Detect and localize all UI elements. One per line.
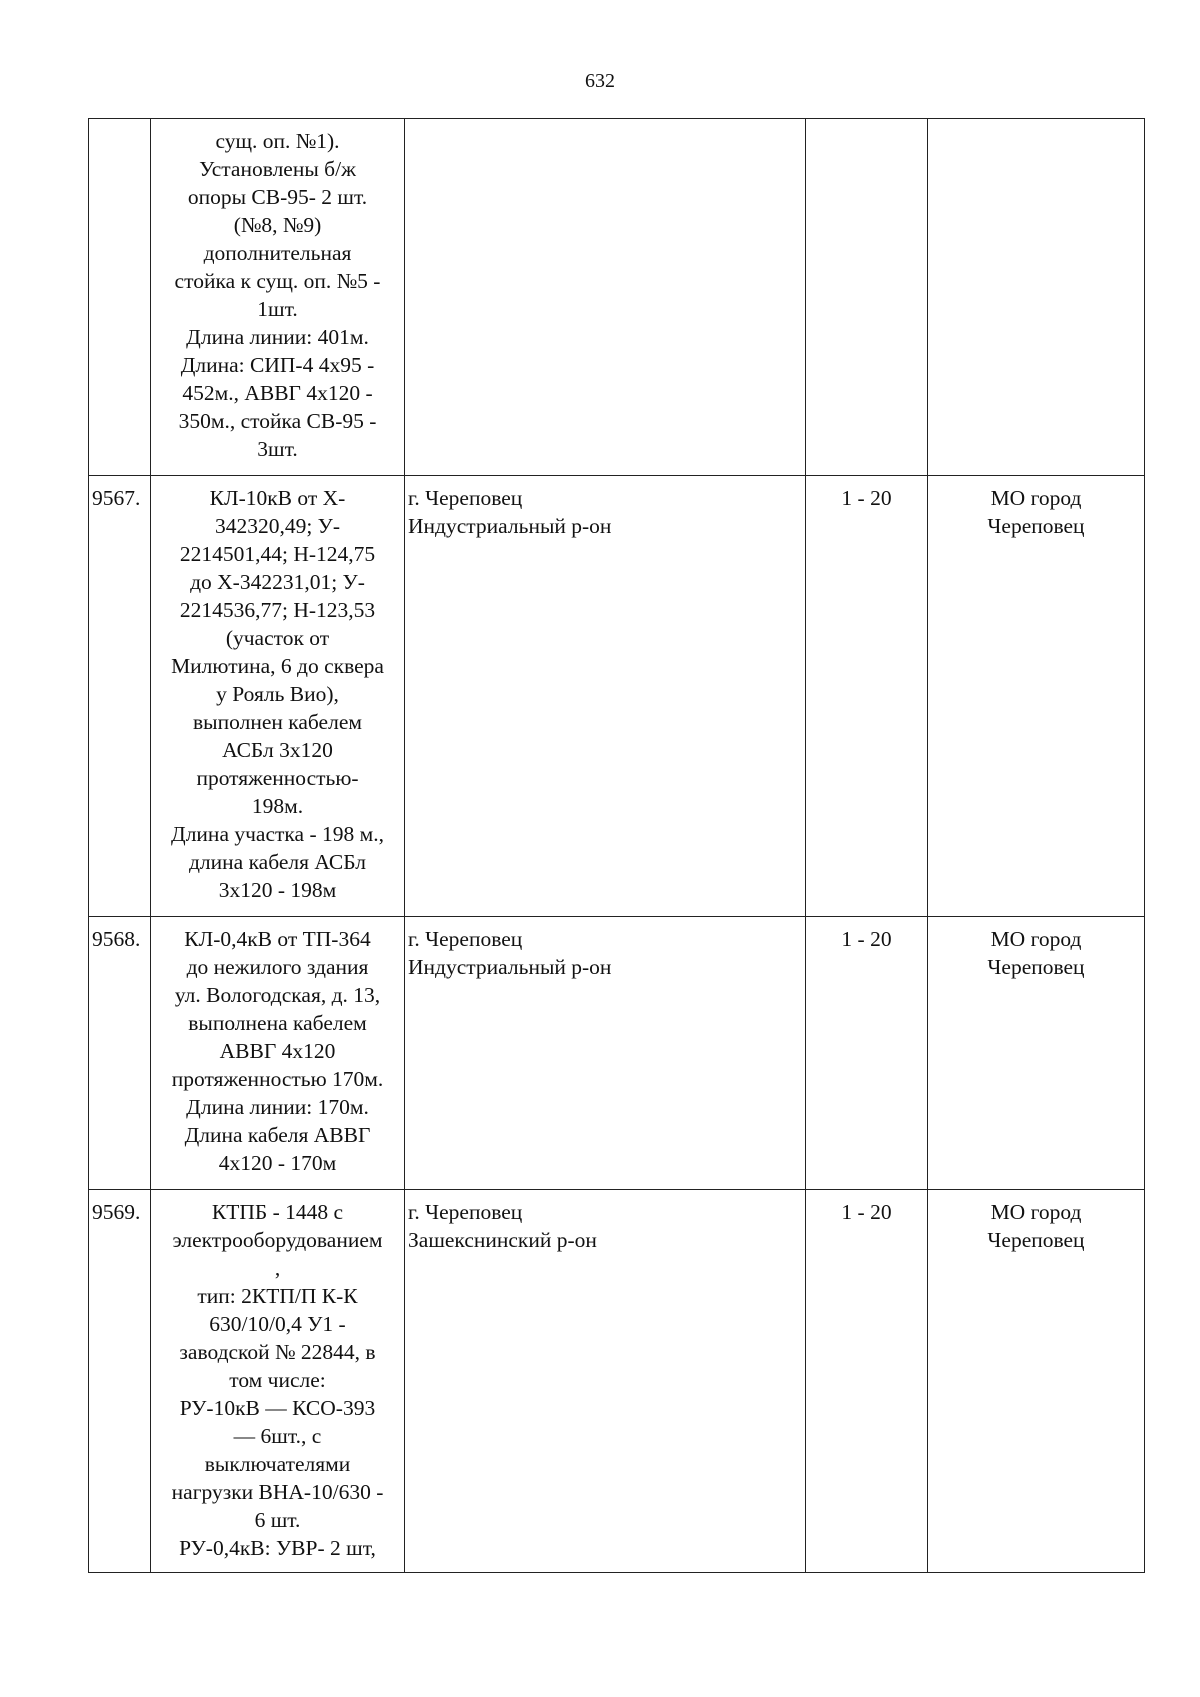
- description-line: выполнена кабелем: [188, 1011, 367, 1035]
- object-description-cell: [151, 917, 405, 1190]
- description-line: Милютина, 6 до сквера: [171, 654, 384, 678]
- description-line: 1шт.: [257, 297, 298, 321]
- description-line: ,: [274, 1256, 281, 1280]
- description-line: Длина участка - 198 м.,: [171, 822, 384, 846]
- description-line: 2214536,77; Н-123,53: [179, 598, 376, 622]
- description-line: — 6шт., с: [233, 1424, 322, 1448]
- value-cell: 1 - 20: [806, 917, 928, 1190]
- description-line: нагрузки ВНА-10/630 -: [171, 1480, 384, 1504]
- description-line: тип: 2КТП/П К-К: [197, 1284, 358, 1308]
- description-line: 3шт.: [257, 437, 298, 461]
- address-line: Индустриальный р-он: [408, 955, 612, 979]
- address-line: г. Череповец: [408, 486, 523, 510]
- table-row: [89, 119, 1145, 476]
- description-line: РУ-0,4кВ: УВР- 2 шт,: [179, 1536, 376, 1560]
- description-line: сущ. оп. №1).: [215, 129, 340, 153]
- description-line: выполнен кабелем: [193, 710, 362, 734]
- table-row: [89, 476, 1145, 917]
- municipality-cell: [928, 1190, 1145, 1573]
- description-line: выключателями: [204, 1452, 351, 1476]
- description-line: 350м., стойка СВ-95 -: [178, 409, 377, 433]
- description-line: 452м., АВВГ 4х120 -: [182, 381, 373, 405]
- municipality-cell: [928, 917, 1145, 1190]
- municipality-line: Череповец: [987, 1228, 1085, 1252]
- description-line: дополнительная: [203, 241, 352, 265]
- description-line: 4х120 - 170м: [218, 1151, 337, 1175]
- description-line: Длина: СИП-4 4х95 -: [180, 353, 375, 377]
- table-row: [89, 1190, 1145, 1573]
- row-number-cell: 9567.: [89, 476, 151, 917]
- description-line: КЛ-10кВ от Х-: [209, 486, 346, 510]
- address-cell: [405, 1190, 806, 1573]
- address-line: г. Череповец: [408, 1200, 523, 1224]
- description-line: КТПБ - 1448 с: [211, 1200, 344, 1224]
- description-line: опоры СВ-95- 2 шт.: [187, 185, 368, 209]
- value-cell: 1 - 20: [806, 1190, 928, 1573]
- municipality-line: МО город: [990, 486, 1082, 510]
- description-line: АВВГ 4х120: [219, 1039, 336, 1063]
- description-line: протяженностью-: [196, 766, 359, 790]
- description-line: АСБл 3х120: [222, 738, 333, 762]
- row-number-cell: 9568.: [89, 917, 151, 1190]
- description-line: до нежилого здания: [186, 955, 369, 979]
- description-line: РУ-10кВ — КСО-393: [179, 1396, 376, 1420]
- description-line: заводской № 22844, в: [179, 1340, 376, 1364]
- registry-table-body: [89, 119, 1145, 1573]
- description-line: до Х-342231,01; У-: [190, 570, 365, 594]
- description-line: стойка к сущ. оп. №5 -: [174, 269, 381, 293]
- description-line: (№8, №9): [233, 213, 322, 237]
- description-line: Длина линии: 170м.: [186, 1095, 369, 1119]
- object-description-cell: [151, 1190, 405, 1573]
- address-line: г. Череповец: [408, 927, 523, 951]
- value-cell: [806, 119, 928, 476]
- description-line: протяженностью 170м.: [171, 1067, 384, 1091]
- description-line: Длина кабеля АВВГ: [184, 1123, 371, 1147]
- object-description-cell: [151, 119, 405, 476]
- description-line: 342320,49; У-: [214, 514, 341, 538]
- description-line: электрооборудованием: [172, 1228, 383, 1252]
- municipality-cell: [928, 476, 1145, 917]
- description-line: 198м.: [251, 794, 304, 818]
- description-line: ул. Вологодская, д. 13,: [174, 983, 381, 1007]
- description-line: 2214501,44; Н-124,75: [179, 542, 376, 566]
- description-line: КЛ-0,4кВ от ТП-364: [184, 927, 371, 951]
- municipality-line: МО город: [990, 1200, 1082, 1224]
- description-line: у Рояль Вио),: [216, 682, 339, 706]
- description-line: 6 шт.: [254, 1508, 301, 1532]
- page-number: 632: [585, 70, 615, 92]
- address-cell: [405, 476, 806, 917]
- municipality-cell: [928, 119, 1145, 476]
- description-line: 630/10/0,4 У1 -: [209, 1312, 346, 1336]
- description-line: 3х120 - 198м: [218, 878, 337, 902]
- address-cell: [405, 119, 806, 476]
- address-line: Зашекснинский р-он: [408, 1228, 597, 1252]
- municipality-line: Череповец: [987, 955, 1085, 979]
- address-line: Индустриальный р-он: [408, 514, 612, 538]
- row-number-cell: [89, 119, 151, 476]
- table-row: [89, 917, 1145, 1190]
- description-line: длина кабеля АСБл: [188, 850, 367, 874]
- address-cell: [405, 917, 806, 1190]
- object-description-cell: [151, 476, 405, 917]
- description-line: том числе:: [229, 1368, 326, 1392]
- registry-table: [88, 118, 1145, 1573]
- description-line: Длина линии: 401м.: [186, 325, 369, 349]
- municipality-line: МО город: [990, 927, 1082, 951]
- value-cell: 1 - 20: [806, 476, 928, 917]
- municipality-line: Череповец: [987, 514, 1085, 538]
- row-number-cell: 9569.: [89, 1190, 151, 1573]
- description-line: Установлены б/ж: [199, 157, 356, 181]
- description-line: (участок от: [225, 626, 330, 650]
